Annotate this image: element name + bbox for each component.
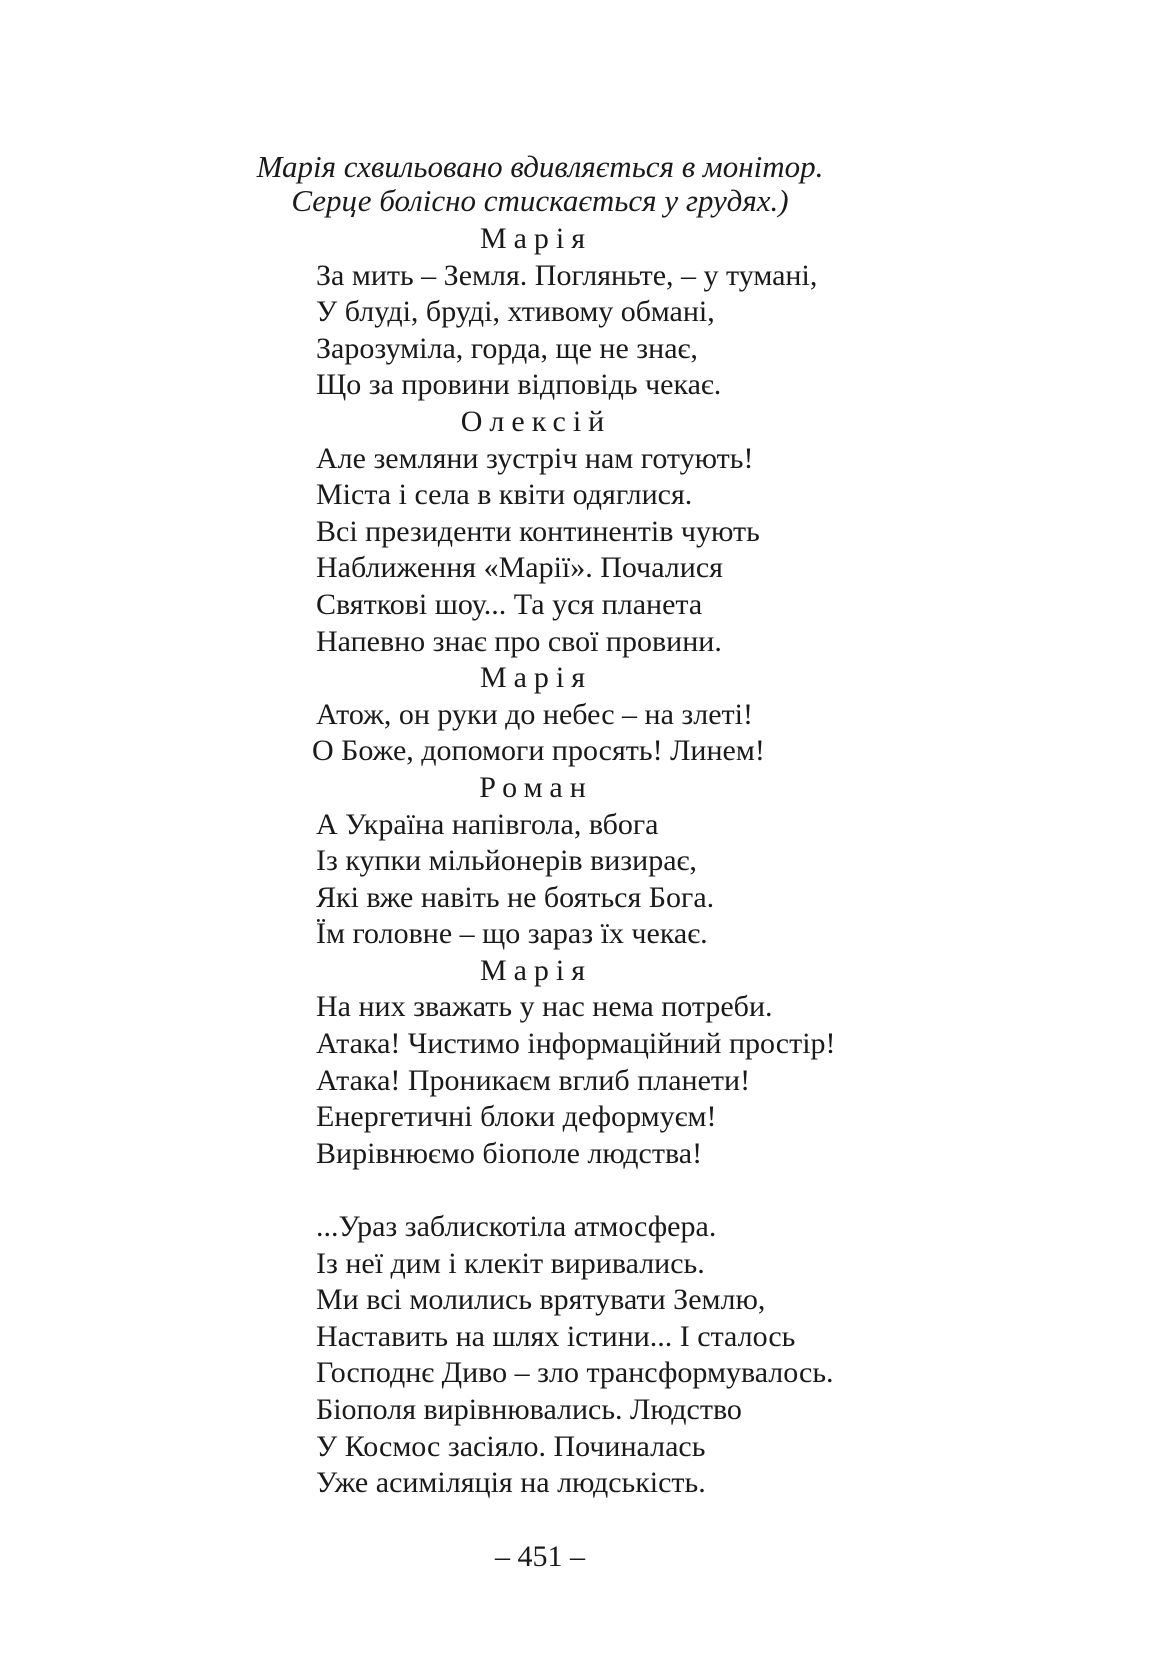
verse-line: Напевно знає про свої провини. bbox=[316, 624, 722, 658]
narration-line: Із неї дим і клекіт виривались. bbox=[316, 1246, 705, 1280]
verse-line: Наближення «Марії». Почалися bbox=[316, 551, 723, 585]
verse-line: Які вже навіть не бояться Бога. bbox=[316, 880, 715, 914]
verse-line: Що за провини відповідь чекає. bbox=[316, 368, 722, 402]
verse-line: О Боже, допомоги просять! Линем! bbox=[312, 734, 765, 768]
verse-line: Міста і села в квіти одяглися. bbox=[316, 478, 693, 512]
speaker-name: Марія bbox=[479, 661, 593, 695]
speaker-name: Олексій bbox=[460, 404, 612, 438]
stage-direction bbox=[0, 150, 1080, 218]
verse-line: Вирівнюємо біополе людства! bbox=[316, 1136, 703, 1170]
narration-line: Біополя вирівнювались. Людство bbox=[316, 1393, 742, 1426]
speaker-name: Марія bbox=[479, 953, 593, 987]
stanza-gap bbox=[316, 1172, 936, 1209]
speaker-name: Марія bbox=[479, 222, 593, 255]
narration-line: Уже асиміляція на людськість. bbox=[316, 1466, 706, 1500]
verse-line: Зарозуміла, горда, ще не знає, bbox=[316, 331, 698, 365]
narration-line: ...Ураз заблискотіла атмосфера. bbox=[316, 1210, 717, 1244]
verse-line: Атака! Проникаєм вглиб планети! bbox=[316, 1063, 751, 1097]
narration-line: Наставить на шлях істини... І сталось bbox=[316, 1319, 796, 1353]
verse-line: На них зважать у нас нема потреби. bbox=[316, 990, 773, 1024]
verse-line: Атож, он руки до небес – на злеті! bbox=[316, 697, 753, 731]
verse-line: Із купки мільйонерів визирає, bbox=[316, 844, 697, 878]
speaker-name: Роман bbox=[479, 770, 593, 804]
verse-line: Їм головне – що зараз їх чекає. bbox=[316, 917, 708, 951]
stage-direction-line: Серце болісно стискається у грудях.) bbox=[291, 183, 789, 218]
verse-line: Енергетичні блоки деформуєм! bbox=[316, 1100, 717, 1134]
verse-line: У блуді, бруді, хтивому обмані, bbox=[316, 295, 715, 329]
dialogue-text bbox=[312, 221, 936, 1502]
verse-line: Але земляни зустріч нам готують! bbox=[316, 441, 754, 475]
stage-direction-line: Марія схвильовано вдивляється в монітор. bbox=[256, 149, 824, 184]
verse-line: За мить – Земля. Погляньте, – у тумані, bbox=[316, 258, 818, 292]
verse-line: Святкові шоу... Та уся планета bbox=[316, 587, 703, 621]
verse-line: А Україна напівгола, вбога bbox=[316, 807, 659, 841]
verse-line: Атака! Чистимо інформаційний простір! bbox=[316, 1027, 836, 1061]
narration-line: Господнє Диво – зло трансформувалось. bbox=[316, 1356, 834, 1390]
page-number: – 451 – bbox=[495, 1540, 585, 1573]
narration-line: У Космос засіяло. Починалась bbox=[316, 1429, 706, 1463]
verse-line: Всі президенти континентів чують bbox=[316, 514, 760, 548]
narration-line: Ми всі молились врятувати Землю, bbox=[316, 1283, 766, 1317]
